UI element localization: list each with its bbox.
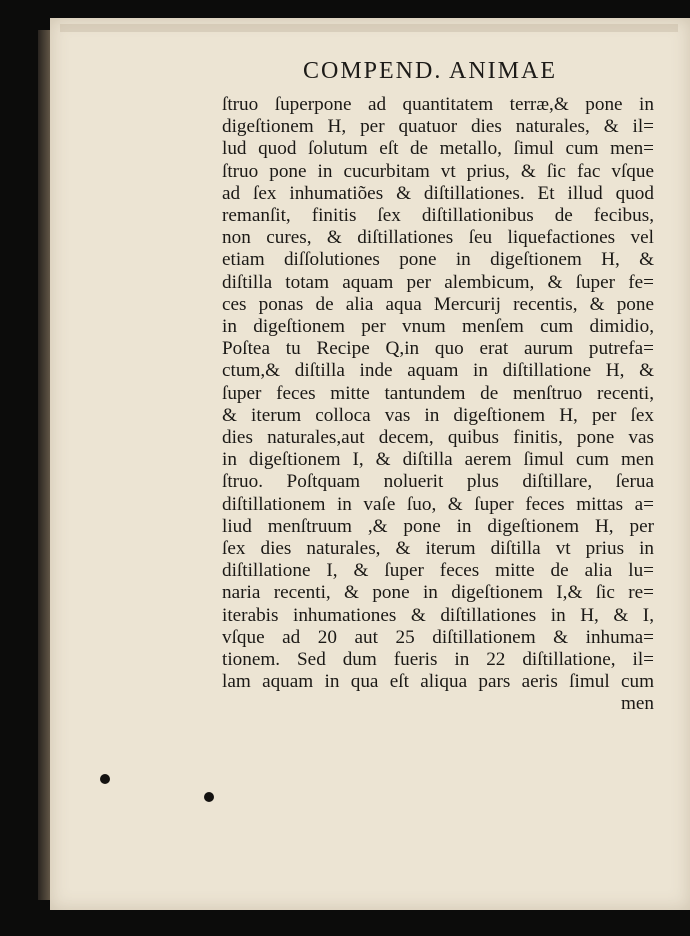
body-text — [222, 94, 654, 716]
catchword: men — [620, 693, 654, 715]
ink-spot — [204, 792, 214, 802]
text-line: in digeſtionem per vnum menſem cum dimidio, — [222, 316, 654, 338]
text-line: in digeſtionem I, & diſtilla aerem ſimul cum men — [222, 449, 654, 471]
page-top-edge — [60, 24, 678, 32]
text-line: lam aquam in qua eſt aliqua pars aeris ſimul cum — [222, 671, 654, 693]
text-line: diſtillatione I, & ſuper feces mitte de alia lu= — [222, 560, 654, 582]
text-line: naria recenti, & pone in digeſtionem I,& ſic re= — [222, 582, 654, 604]
text-line: ctum,& diſtilla inde aquam in diſtillatione H, & — [222, 360, 654, 382]
text-line: iterabis inhumationes & diſtillationes in H, & I, — [222, 604, 654, 626]
text-line: ces ponas de alia aqua Mercurij recentis, & pone — [222, 293, 654, 315]
text-line: ſex dies naturales, & iterum diſtilla vt prius in — [222, 538, 654, 560]
running-head: COMPEND. ANIMAE — [302, 58, 557, 84]
text-line: tionem. Sed dum fueris in 22 diſtillatione, il= — [222, 649, 654, 671]
text-line: Poſtea tu Recipe Q,in quo erat aurum putrefa= — [222, 338, 654, 360]
text-line: & iterum colloca vas in digeſtionem H, per ſex — [222, 404, 654, 426]
ink-spot — [100, 774, 110, 784]
text-line: ad ſex inhumatiões & diſtillationes. Et illud quod — [222, 182, 654, 204]
text-line: ſtruo ſuperpone ad quantitatem terræ,& pone in — [222, 94, 654, 115]
text-line: ſtruo. Poſtquam noluerit plus diſtillare, ſerua — [222, 471, 654, 493]
text-line: lud quod ſolutum eſt de metallo, ſimul cum men= — [222, 138, 654, 160]
text-line: liud menſtruum ,& pone in digeſtionem H, per — [222, 515, 654, 537]
text-line: remanſit, finitis ſex diſtillationibus de fecibus, — [222, 205, 654, 227]
text-line: diſtilla totam aquam per alembicum, & ſuper fe= — [222, 271, 654, 293]
text-line: vſque ad 20 aut 25 diſtillationem & inhuma= — [222, 626, 654, 648]
text-line: etiam diſſolutiones pone in digeſtionem H, & — [222, 249, 654, 271]
text-line: ſtruo pone in cucurbitam vt prius, & ſic fac vſque — [222, 160, 654, 182]
text-line: digeſtionem H, per quatuor dies naturales, & il= — [222, 116, 654, 138]
text-line: non cures, & diſtillationes ſeu liquefactiones vel — [222, 227, 654, 249]
text-line: diſtillationem in vaſe ſuo, & ſuper feces mittas a= — [222, 493, 654, 515]
text-line: dies naturales,aut decem, quibus finitis, pone vas — [222, 427, 654, 449]
text-line: ſuper feces mitte tantundem de menſtruo recenti, — [222, 382, 654, 404]
